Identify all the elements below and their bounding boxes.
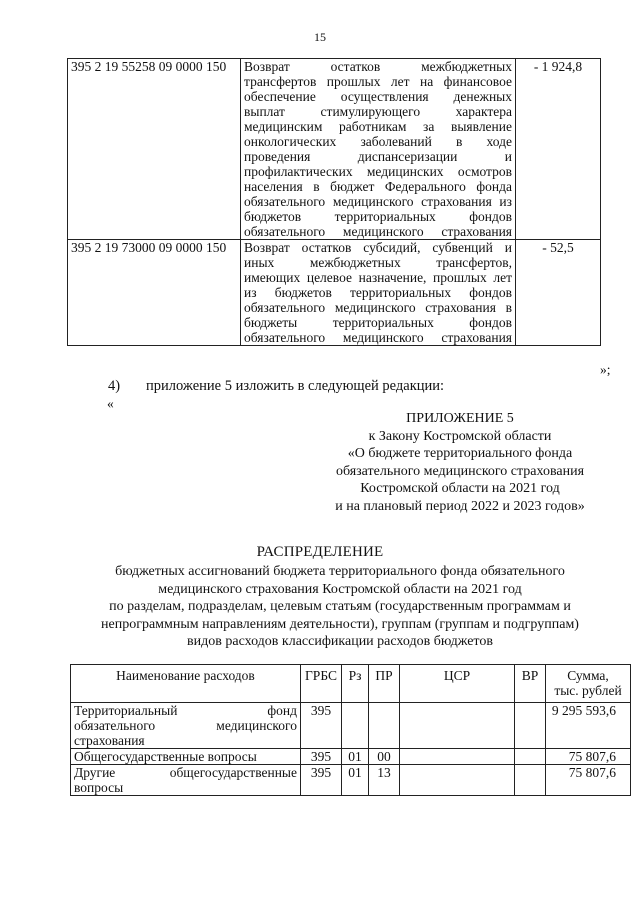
budget-return-table bbox=[67, 58, 601, 346]
row-name-line: Другие общегосударственные bbox=[74, 765, 297, 780]
distribution-table bbox=[70, 664, 631, 796]
description-line: обязательного медицинского страхования bbox=[244, 224, 512, 239]
description-line: медицинским работникам за выявление bbox=[244, 119, 512, 134]
subtitle-line: видов расходов классификации расходов бюджетов bbox=[187, 634, 493, 649]
row-sum: - 52,5 bbox=[516, 240, 601, 346]
description-line: онкологических заболеваний в ходе bbox=[244, 134, 512, 149]
row-name bbox=[71, 749, 301, 765]
item-number: 4) bbox=[108, 378, 121, 394]
header-sum-line: тыс. рублей bbox=[554, 683, 622, 698]
appendix-heading bbox=[300, 410, 620, 515]
closing-quote: »; bbox=[600, 362, 611, 377]
subtitle-line: бюджетных ассигнований бюджета территориального фонда обязательного bbox=[115, 564, 565, 579]
table-row bbox=[71, 765, 631, 796]
description-line: обязательного медицинского страхования из bbox=[244, 194, 512, 209]
table-header-row bbox=[71, 665, 631, 703]
row-name bbox=[71, 703, 301, 749]
description-line: выплат стимулирующего характера bbox=[244, 104, 512, 119]
appendix-heading-line: и на плановый период 2022 и 2023 годов» bbox=[335, 498, 585, 514]
description-line: имеющих целевое назначение, прошлых лет bbox=[244, 270, 512, 285]
row-pr: 13 bbox=[369, 765, 400, 796]
description-line: обязательного медицинского страхования в bbox=[244, 300, 512, 315]
description-line: проведения диспансеризации и bbox=[244, 149, 512, 164]
row-sum: - 1 924,8 bbox=[516, 59, 601, 240]
row-vr bbox=[515, 703, 546, 749]
description-line: населения в бюджет Федерального фонда bbox=[244, 179, 512, 194]
table-row bbox=[68, 240, 601, 346]
row-rz bbox=[342, 703, 369, 749]
appendix-heading-line: Костромской области на 2021 год bbox=[360, 481, 560, 496]
budget-code: 395 2 19 73000 09 0000 150 bbox=[68, 240, 241, 346]
row-description bbox=[241, 59, 516, 240]
document-title: РАСПРЕДЕЛЕНИЕ bbox=[256, 544, 384, 560]
row-grbs: 395 bbox=[301, 703, 342, 749]
header-sum-line: Сумма, bbox=[567, 668, 609, 683]
description-line: Возврат остатков межбюджетных bbox=[244, 59, 512, 74]
opening-quote: « bbox=[107, 396, 114, 411]
table-row bbox=[71, 703, 631, 749]
header-vr: ВР bbox=[515, 665, 546, 703]
page-number: 15 bbox=[314, 30, 326, 44]
table-row bbox=[71, 749, 631, 765]
description-line: иных межбюджетных трансфертов, bbox=[244, 255, 512, 270]
header-pr: ПР bbox=[369, 665, 400, 703]
description-line: бюджеты территориальных фондов bbox=[244, 315, 512, 330]
description-line: бюджетов территориальных фондов bbox=[244, 209, 512, 224]
header-csr: ЦСР bbox=[400, 665, 515, 703]
description-line: из бюджетов территориальных фондов bbox=[244, 285, 512, 300]
row-vr bbox=[515, 765, 546, 796]
row-csr bbox=[400, 765, 515, 796]
row-grbs: 395 bbox=[301, 765, 342, 796]
budget-code: 395 2 19 55258 09 0000 150 bbox=[68, 59, 241, 240]
row-name-line: вопросы bbox=[74, 780, 124, 795]
description-line: трансфертов прошлых лет на финансовое bbox=[244, 74, 512, 89]
description-line: профилактических медицинских осмотров bbox=[244, 164, 512, 179]
item-text: приложение 5 изложить в следующей редакции: bbox=[146, 378, 445, 394]
row-description bbox=[241, 240, 516, 346]
appendix-heading-line: ПРИЛОЖЕНИЕ 5 bbox=[406, 411, 514, 426]
row-csr bbox=[400, 749, 515, 765]
list-item-4 bbox=[108, 378, 444, 395]
appendix-heading-line: к Закону Костромской области bbox=[368, 428, 552, 444]
header-sum bbox=[546, 665, 631, 703]
appendix-heading-line: обязательного медицинского страхования bbox=[335, 463, 585, 479]
description-line: обеспечение осуществления денежных bbox=[244, 89, 512, 104]
row-pr bbox=[369, 703, 400, 749]
description-line: обязательного медицинского страхования bbox=[244, 330, 512, 345]
row-pr: 00 bbox=[369, 749, 400, 765]
row-name bbox=[71, 765, 301, 796]
row-vr bbox=[515, 749, 546, 765]
appendix-heading-line: «О бюджете территориального фонда bbox=[347, 446, 573, 461]
header-grbs: ГРБС bbox=[301, 665, 342, 703]
row-rz: 01 bbox=[342, 749, 369, 765]
description-line: Возврат остатков субсидий, субвенций и bbox=[244, 240, 512, 255]
document-subtitle bbox=[60, 563, 620, 651]
subtitle-line: непрограммным направлениям деятельности), группам (группам и подгруппам) bbox=[101, 616, 579, 632]
row-csr bbox=[400, 703, 515, 749]
row-name-line: страхования bbox=[74, 733, 145, 748]
subtitle-line: по разделам, подразделам, целевым статьям (государственным программам и bbox=[109, 599, 571, 614]
row-rz: 01 bbox=[342, 765, 369, 796]
row-name-line: Общегосударственные вопросы bbox=[74, 749, 257, 764]
header-rz: Рз bbox=[342, 665, 369, 703]
header-name: Наименование расходов bbox=[71, 665, 301, 703]
row-name-line: Территориальный фонд bbox=[74, 703, 297, 718]
row-sum: 75 807,6 bbox=[546, 749, 631, 765]
row-grbs: 395 bbox=[301, 749, 342, 765]
table-row bbox=[68, 59, 601, 240]
row-sum: 9 295 593,6 bbox=[546, 703, 631, 749]
subtitle-line: медицинского страхования Костромской области на 2021 год bbox=[158, 581, 522, 597]
row-name-line: обязательного медицинского bbox=[74, 718, 297, 733]
row-sum: 75 807,6 bbox=[546, 765, 631, 796]
